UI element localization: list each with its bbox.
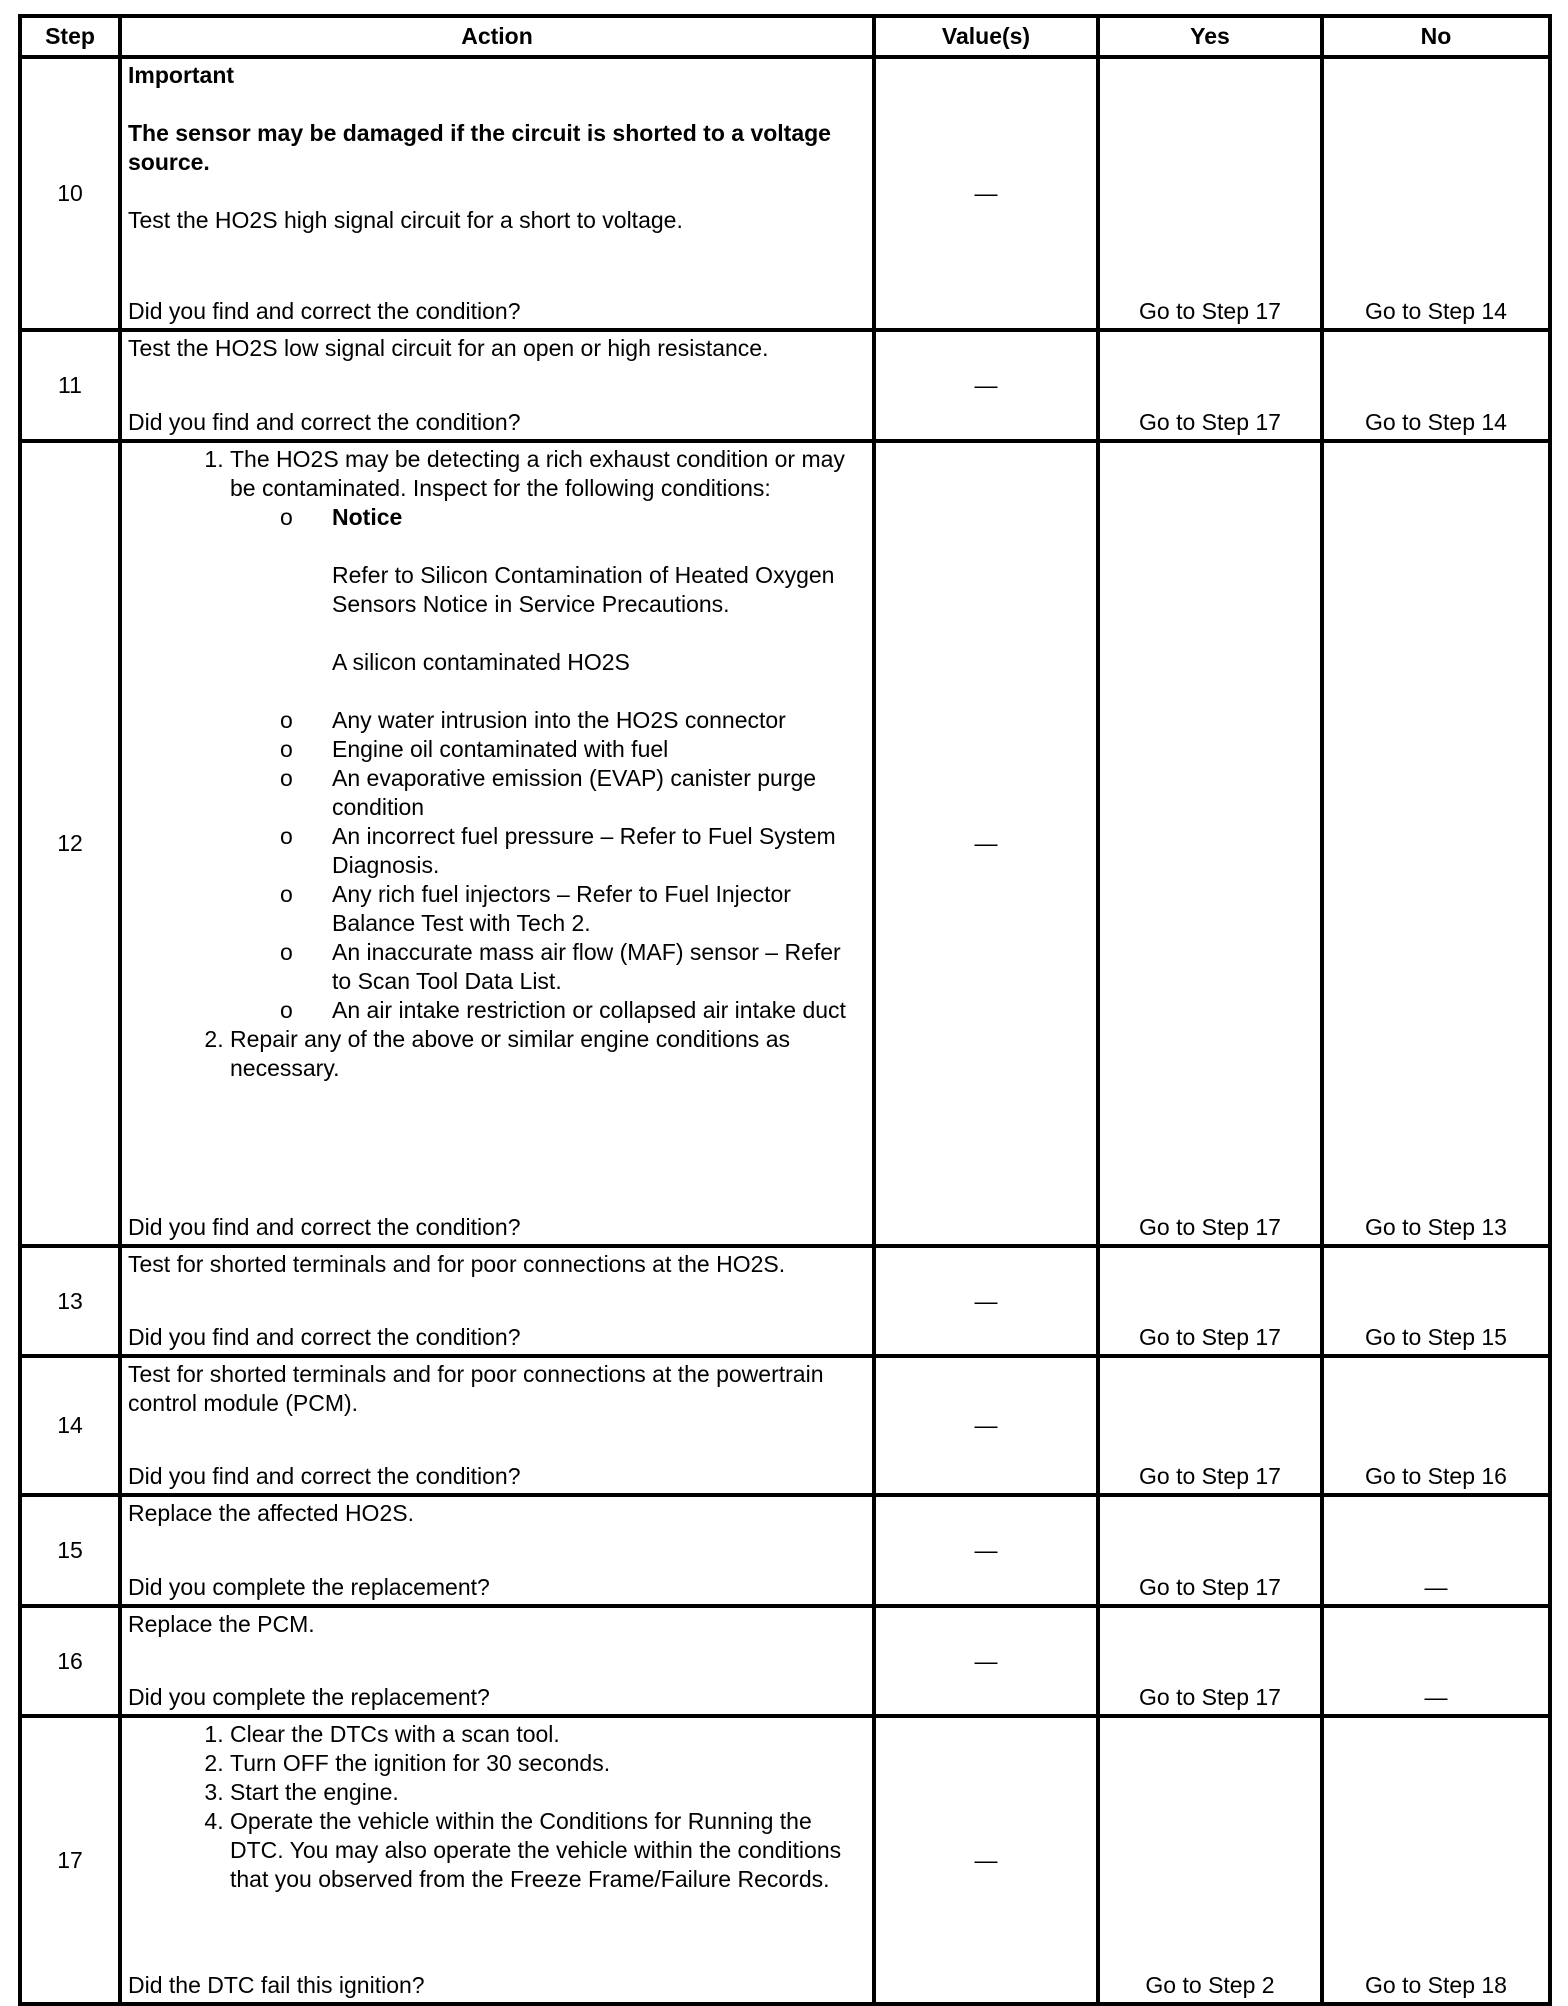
header-action: Action xyxy=(120,16,874,57)
yes-cell: Go to Step 17 xyxy=(1098,1495,1322,1606)
step-number: 13 xyxy=(20,1246,120,1356)
yes-cell: Go to Step 2 xyxy=(1098,1716,1322,2004)
action-cell xyxy=(120,1356,874,1495)
numbered-list xyxy=(128,445,866,1083)
action-text: Replace the affected HO2S. xyxy=(128,1500,414,1526)
list-item xyxy=(280,938,866,996)
no-cell: Go to Step 14 xyxy=(1322,57,1550,330)
action-cell xyxy=(120,1716,874,2004)
notice-text: Refer to Silicon Contamination of Heated Oxygen Sensors Notice in Service Precautions. xyxy=(332,562,835,617)
step-number: 17 xyxy=(20,1716,120,2004)
value-cell: — xyxy=(874,330,1098,441)
list-item xyxy=(230,1720,866,1749)
no-cell: Go to Step 18 xyxy=(1322,1716,1550,2004)
bullet-marker: o xyxy=(280,736,293,762)
yes-cell: Go to Step 17 xyxy=(1098,1356,1322,1495)
value-cell: — xyxy=(874,1495,1098,1606)
question-text: Did the DTC fail this ignition? xyxy=(128,1972,425,1998)
important-label: Important xyxy=(128,62,235,88)
yes-cell: Go to Step 17 xyxy=(1098,1606,1322,1716)
yes-cell: Go to Step 17 xyxy=(1098,57,1322,330)
question-text: Did you find and correct the condition? xyxy=(128,298,521,324)
yes-cell: Go to Step 17 xyxy=(1098,330,1322,441)
value-cell: — xyxy=(874,1606,1098,1716)
step-number: 10 xyxy=(20,57,120,330)
list-item-text: An air intake restriction or collapsed air intake duct xyxy=(332,997,846,1023)
list-item-text: An inaccurate mass air flow (MAF) sensor – Refer to Scan Tool Data List. xyxy=(332,939,841,994)
bullet-marker: o xyxy=(280,997,293,1023)
header-no: No xyxy=(1322,16,1550,57)
table-row xyxy=(20,1356,1550,1495)
bullet-marker: o xyxy=(280,823,293,849)
list-item-text: An evaporative emission (EVAP) canister purge condition xyxy=(332,765,817,820)
step-number: 16 xyxy=(20,1606,120,1716)
action-cell xyxy=(120,1606,874,1716)
warning-text: The sensor may be damaged if the circuit is shorted to a voltage source. xyxy=(128,120,831,175)
list-item xyxy=(280,880,866,938)
question-text: Did you find and correct the condition? xyxy=(128,1214,521,1240)
question-text: Did you complete the replacement? xyxy=(128,1574,490,1600)
list-item-text: Operate the vehicle within the Conditions for Running the DTC. You may also operate the vehicle within the conditions that you observed from the Freeze Frame/Failure Records. xyxy=(230,1808,842,1892)
list-item xyxy=(230,1025,866,1083)
header-values: Value(s) xyxy=(874,16,1098,57)
list-item xyxy=(280,822,866,880)
no-cell: Go to Step 15 xyxy=(1322,1246,1550,1356)
bullet-marker: o xyxy=(280,939,293,965)
list-item xyxy=(280,764,866,822)
table-row xyxy=(20,330,1550,441)
table-row xyxy=(20,1495,1550,1606)
value-cell: — xyxy=(874,1356,1098,1495)
list-item xyxy=(280,706,866,735)
question-text: Did you find and correct the condition? xyxy=(128,1463,521,1489)
list-item-text: A silicon contaminated HO2S xyxy=(332,649,630,675)
list-item-text: Any water intrusion into the HO2S connector xyxy=(332,707,786,733)
action-text: Test the HO2S high signal circuit for a short to voltage. xyxy=(128,207,683,233)
action-cell xyxy=(120,1246,874,1356)
step-number: 15 xyxy=(20,1495,120,1606)
question-text: Did you complete the replacement? xyxy=(128,1684,490,1710)
action-text: Replace the PCM. xyxy=(128,1611,315,1637)
yes-cell: Go to Step 17 xyxy=(1098,1246,1322,1356)
bullet-marker: o xyxy=(280,765,293,791)
list-item xyxy=(280,735,866,764)
list-item xyxy=(230,445,866,1025)
list-item-text: Any rich fuel injectors – Refer to Fuel Injector Balance Test with Tech 2. xyxy=(332,881,791,936)
value-cell: — xyxy=(874,441,1098,1246)
no-cell: Go to Step 14 xyxy=(1322,330,1550,441)
notice-label: Notice xyxy=(332,504,403,530)
action-text: Test for shorted terminals and for poor connections at the HO2S. xyxy=(128,1251,786,1277)
value-cell: — xyxy=(874,57,1098,330)
list-item-text: Clear the DTCs with a scan tool. xyxy=(230,1721,560,1747)
action-cell xyxy=(120,330,874,441)
step-number: 14 xyxy=(20,1356,120,1495)
value-cell: — xyxy=(874,1246,1098,1356)
list-item-text: Start the engine. xyxy=(230,1779,399,1805)
diagnostic-table xyxy=(18,14,1552,2006)
question-text: Did you find and correct the condition? xyxy=(128,1324,521,1350)
question-text: Did you find and correct the condition? xyxy=(128,409,521,435)
bullet-marker: o xyxy=(280,707,293,733)
list-item-text: An incorrect fuel pressure – Refer to Fuel System Diagnosis. xyxy=(332,823,836,878)
list-item xyxy=(280,996,866,1025)
list-item-text: Engine oil contaminated with fuel xyxy=(332,736,669,762)
list-item xyxy=(230,1807,866,1894)
action-cell xyxy=(120,441,874,1246)
table-row xyxy=(20,57,1550,330)
numbered-list xyxy=(128,1720,866,1894)
bullet-marker: o xyxy=(280,881,293,907)
list-item xyxy=(280,503,866,706)
action-text: Test for shorted terminals and for poor connections at the powertrain control module (PCM). xyxy=(128,1361,824,1416)
yes-cell: Go to Step 17 xyxy=(1098,441,1322,1246)
action-cell xyxy=(120,1495,874,1606)
list-item-text: Turn OFF the ignition for 30 seconds. xyxy=(230,1750,611,1776)
list-item xyxy=(230,1778,866,1807)
no-cell: Go to Step 13 xyxy=(1322,441,1550,1246)
action-text: Test the HO2S low signal circuit for an open or high resistance. xyxy=(128,335,769,361)
table-row xyxy=(20,1246,1550,1356)
list-item xyxy=(230,1749,866,1778)
value-cell: — xyxy=(874,1716,1098,2004)
list-item-text: Repair any of the above or similar engine conditions as necessary. xyxy=(230,1026,790,1081)
sub-list xyxy=(230,503,866,1025)
header-yes: Yes xyxy=(1098,16,1322,57)
table-row xyxy=(20,441,1550,1246)
no-cell: Go to Step 16 xyxy=(1322,1356,1550,1495)
table-row xyxy=(20,1606,1550,1716)
header-step: Step xyxy=(20,16,120,57)
no-cell: — xyxy=(1322,1495,1550,1606)
header-row xyxy=(20,16,1550,57)
step-number: 11 xyxy=(20,330,120,441)
bullet-marker: o xyxy=(280,504,293,530)
action-cell xyxy=(120,57,874,330)
step-number: 12 xyxy=(20,441,120,1246)
list-item-text: The HO2S may be detecting a rich exhaust condition or may be contaminated. Inspect for the following conditions: xyxy=(230,446,845,501)
table-row xyxy=(20,1716,1550,2004)
no-cell: — xyxy=(1322,1606,1550,1716)
